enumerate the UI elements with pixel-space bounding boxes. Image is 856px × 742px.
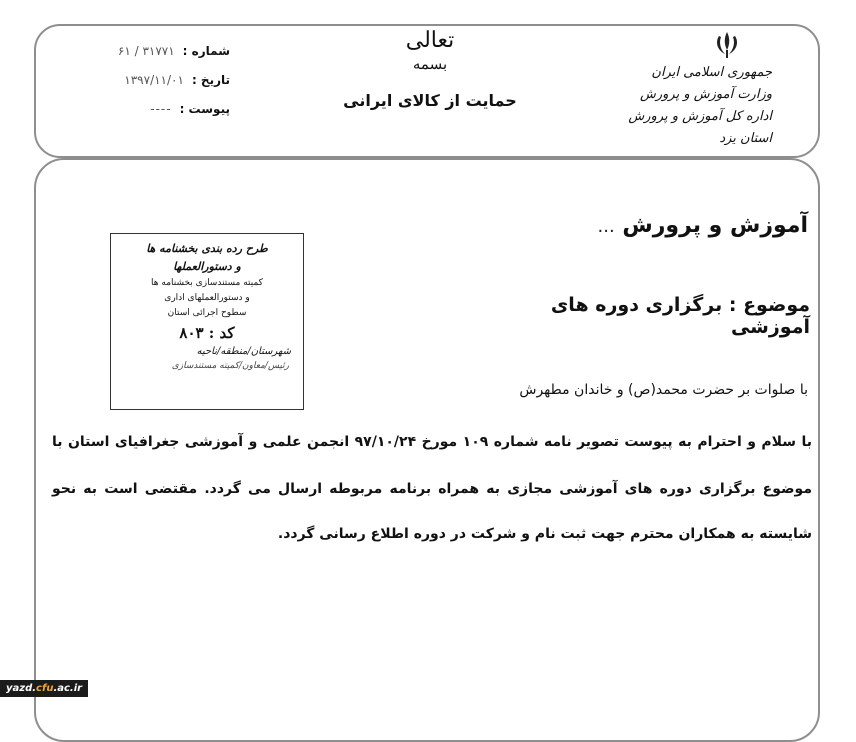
stamp-line-2: و دستورالعملها bbox=[173, 260, 241, 273]
watermark-suffix: .ac.ir bbox=[53, 683, 83, 694]
stamp-line-3: کمیته مستندسازی بخشنامه ها bbox=[151, 278, 263, 288]
addressee-text: آموزش و پرورش bbox=[622, 213, 808, 238]
addressee bbox=[560, 213, 808, 238]
paragraph-line-1: با سلام و احترام به پیوست تصویر نامه شماره ۱۰۹ مورخ ۹۷/۱۰/۲۴ انجمن علمی و آموزشی جغرافیای استان با bbox=[52, 434, 813, 450]
ministry-line-2: وزارت آموزش و پرورش bbox=[639, 87, 772, 102]
watermark-accent: cfu bbox=[36, 683, 54, 694]
ministry-block bbox=[620, 62, 772, 150]
meta-attachment-row bbox=[90, 94, 230, 123]
paragraph-line-2: موضوع برگزاری دوره های آموزشی مجازی به همراه برنامه مربوطه ارسال می گردد. مقتضی است به نحو bbox=[52, 481, 812, 497]
meta-number-value: ۳۱۷۷۱ / ۶۱ bbox=[117, 43, 175, 58]
bismillah-calligraphy bbox=[330, 30, 530, 75]
stamp-line-1: طرح رده بندی بخشنامه ها bbox=[146, 242, 268, 255]
calligraphy-top: تعالی bbox=[405, 28, 455, 53]
meta-attachment-label: پیوست : bbox=[179, 101, 230, 116]
meta-number-row bbox=[90, 36, 230, 65]
addressee-suffix: ... bbox=[597, 216, 615, 237]
ministry-line-3: اداره کل آموزش و پرورش استان یزد bbox=[628, 109, 772, 146]
watermark-prefix: yazd. bbox=[6, 683, 37, 694]
site-watermark bbox=[0, 680, 88, 697]
letter-meta bbox=[90, 36, 230, 123]
salutation: با صلوات بر حضرت محمد(ص) و خاندان مطهرش bbox=[519, 382, 808, 398]
stamp-line-7: شهرستان/منطقه/ناحیه bbox=[196, 346, 291, 357]
meta-attachment-value: ---- bbox=[150, 101, 172, 116]
subject-line: موضوع : برگزاری دوره های آموزشی bbox=[550, 294, 810, 338]
ministry-line-1: جمهوری اسلامی ایران bbox=[651, 65, 772, 80]
calligraphy-bottom: بسمه bbox=[412, 55, 448, 73]
meta-date-label: تاریخ : bbox=[191, 72, 230, 87]
stamp-code: کد : ۸۰۳ bbox=[179, 324, 235, 342]
stamp-line-5: سطوح اجرائی استان bbox=[167, 308, 247, 318]
stamp-line-4: و دستورالعملهای اداری bbox=[164, 293, 250, 303]
iran-emblem-icon bbox=[705, 30, 749, 60]
paragraph-line-3: شایسته به همکاران محترم جهت ثبت نام و شرکت در دوره اطلاع رسانی گردد. bbox=[277, 526, 812, 542]
header-center bbox=[330, 30, 530, 110]
classification-stamp bbox=[110, 233, 304, 410]
stamp-line-8: رئیس/معاون/کمیته مستندسازی bbox=[171, 361, 289, 371]
meta-date-value: ۱۳۹۷/۱۱/۰۱ bbox=[124, 72, 184, 87]
slogan: حمایت از کالای ایرانی bbox=[343, 91, 517, 110]
meta-date-row bbox=[90, 65, 230, 94]
meta-number-label: شماره : bbox=[182, 43, 230, 58]
